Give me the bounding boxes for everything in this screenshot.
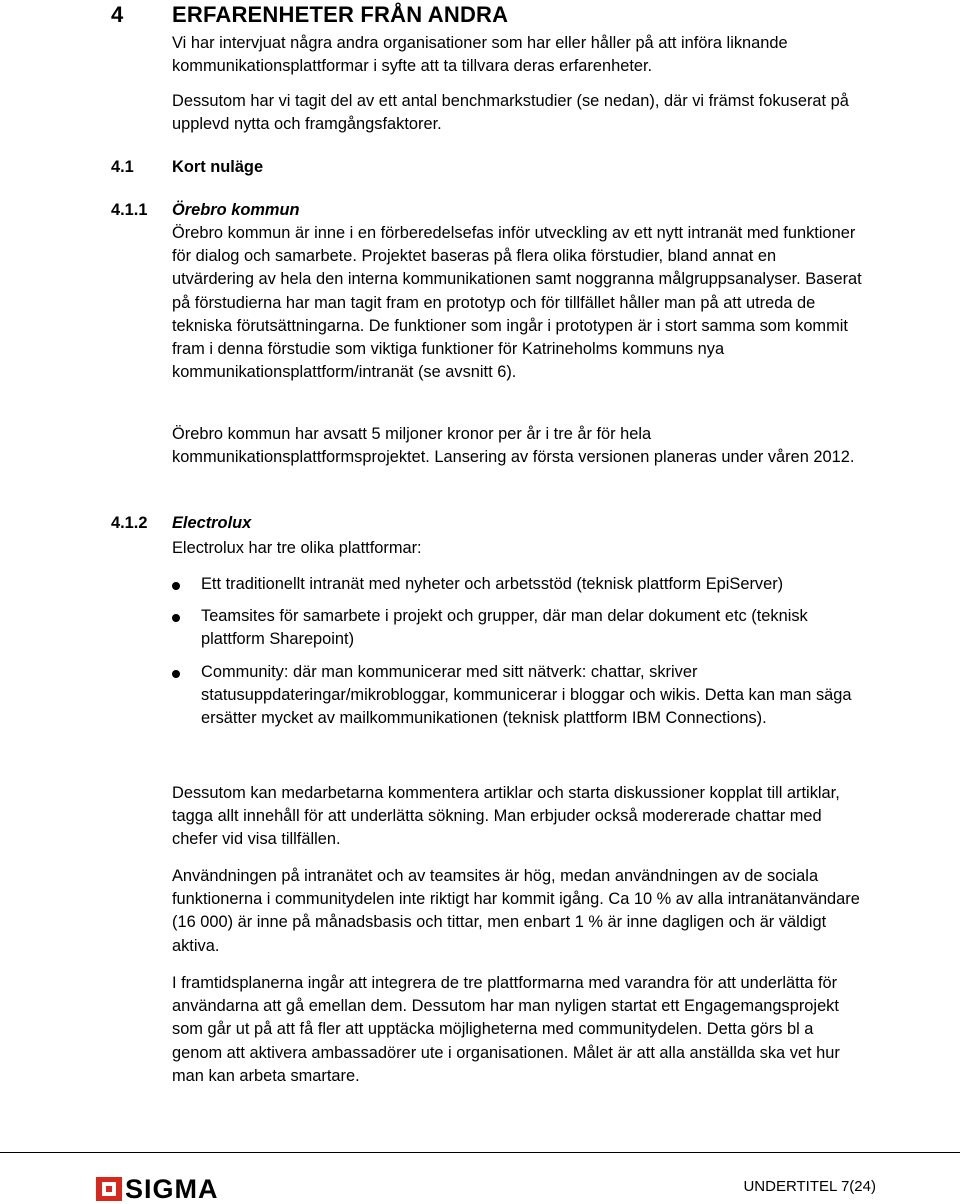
bullet-icon	[172, 582, 180, 590]
section-title-4-1-1: Örebro kommun	[172, 201, 300, 219]
orebro-paragraph-1: Örebro kommun är inne i en förberedelsefas inför utveckling av ett nytt intranät med funktioner för dialog och samarbete. Projektet baseras på flera olika förstudier, bland annat en utvärdering av hela den interna kommunikationen samt noggranna målgruppsanalyser. Baserat på förstudierna har man tagit fram en prototyp och för tillfället håller man på att utreda de tekniska förutsättningarna. De funktioner som ingår i prototypen är i stort samma som kommit fram i denna förstudie som viktiga funktioner för Katrineholms kommuns nya kommunikationsplattform/intranät (se avsnitt 6).	[172, 224, 862, 382]
list-item	[172, 661, 862, 731]
list-item-text: Community: där man kommunicerar med sitt nätverk: chattar, skriver statusuppdateringar/mikrobloggar, kommunicerar i bloggar och wikis. Detta kan man säga ersätter mycket av mailkommunikationen (teknisk plattform IBM Connections).	[201, 662, 852, 728]
bullet-icon	[172, 614, 180, 622]
list-item-text: Teamsites för samarbete i projekt och grupper, där man delar dokument etc (teknisk plattform Sharepoint)	[201, 607, 808, 649]
platform-list	[172, 573, 862, 739]
section-number-4-1: 4.1	[111, 158, 134, 176]
sigma-logo	[96, 1176, 219, 1202]
chapter-title: ERFARENHETER FRÅN ANDRA	[172, 2, 509, 27]
list-item-text: Ett traditionellt intranät med nyheter och arbetsstöd (teknisk plattform EpiServer)	[201, 575, 784, 593]
section-number-4-1-1: 4.1.1	[111, 201, 148, 219]
sigma-logo-icon	[96, 1177, 122, 1201]
section-title-4-1-2: Electrolux	[172, 514, 252, 532]
intro-paragraph-2: Dessutom har vi tagit del av ett antal benchmarkstudier (se nedan), där vi främst fokuserat på upplevd nytta och framgångsfaktorer.	[172, 92, 849, 134]
bullet-icon	[172, 670, 180, 678]
footer-divider	[0, 1152, 960, 1153]
chapter-number: 4	[111, 2, 124, 27]
electrolux-paragraph-3: I framtidsplanerna ingår att integrera de tre plattformarna med varandra för att underlätta för användarna att gå emellan dem. Dessutom har man nyligen startat ett Engagemangsprojekt som går ut på att få fler att upptäcka möjligheterna med communitydelen. Detta görs bl a genom att aktivera ambassadörer ute i organisationen. Målet är att alla anställda ska vet hur man kan arbeta smartare.	[172, 974, 840, 1085]
section-title-4-1: Kort nuläge	[172, 158, 264, 176]
list-item	[172, 573, 862, 596]
electrolux-paragraph-2: Användningen på intranätet och av teamsites är hög, medan användningen av de sociala funktionerna i communitydelen inte riktigt har kommit igång. Ca 10 % av alla intranätanvändare (16 000) är inne på månadsbasis och tittar, men enbart 1 % är inne dagligen och är väldigt aktiva.	[172, 867, 860, 955]
section-number-4-1-2: 4.1.2	[111, 514, 148, 532]
list-item	[172, 605, 862, 651]
intro-paragraph-1: Vi har intervjuat några andra organisationer som har eller håller på att införa liknande kommunikationsplattformar i syfte att ta tillvara deras erfarenheter.	[172, 34, 788, 76]
logo-text: SIGMA	[125, 1174, 219, 1204]
electrolux-paragraph-1: Dessutom kan medarbetarna kommentera artiklar och starta diskussioner kopplat till artiklar, tagga allt innehåll för att underlätta sökning. Man erbjuder också modererade chattar med chefer vid visa tillfällen.	[172, 784, 840, 849]
footer-page-label: UNDERTITEL 7(24)	[743, 1178, 876, 1195]
electrolux-intro: Electrolux har tre olika plattformar:	[172, 539, 422, 557]
orebro-paragraph-2: Örebro kommun har avsatt 5 miljoner kronor per år i tre år för hela kommunikationsplattformsprojektet. Lansering av första versionen planeras under våren 2012.	[172, 425, 855, 467]
